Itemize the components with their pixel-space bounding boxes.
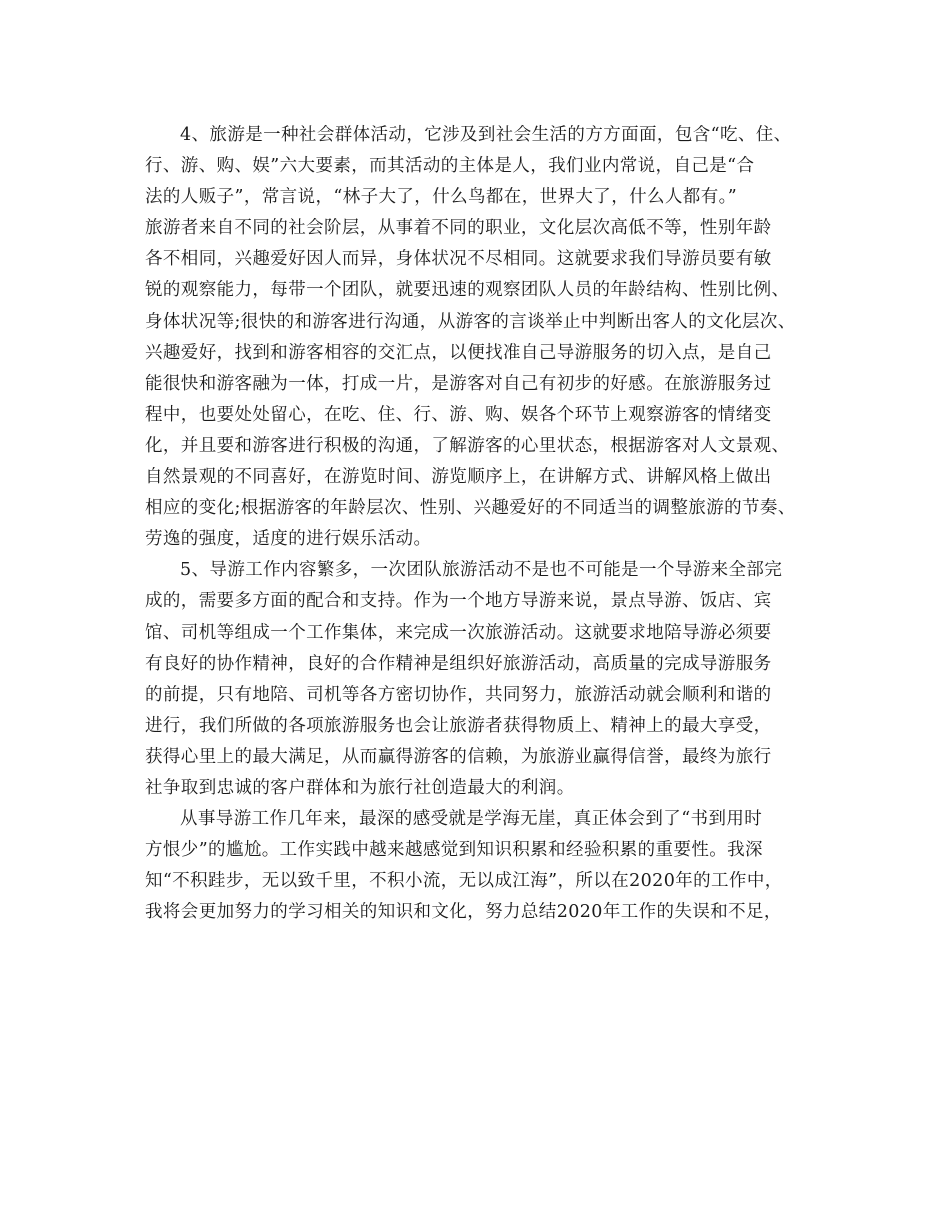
paragraph-4-line-1: 4、旅游是一种社会群体活动，它涉及到社会生活的方方面面，包含“吃、住、 (180, 125, 792, 145)
paragraph-4-line-14: 劳逸的强度，适度的进行娱乐活动。 (145, 529, 432, 550)
paragraph-4-line-13: 相应的变化;根据游客的年龄层次、性别、兴趣爱好的不同适当的调整旅游的节奏、 (145, 498, 796, 519)
paragraph-4-line-12: 自然景观的不同喜好，在游览时间、游览顺序上，在讲解方式、讲解风格上做出 (145, 467, 772, 488)
paragraph-6-line-4: 我将会更加努力的学习相关的知识和文化，努力总结2020年工作的失误和不足， (145, 902, 782, 923)
paragraph-6-line-3: 知“不积跬步，无以致千里，不积小流，无以成江海”，所以在2020年的工作中， (145, 871, 783, 892)
paragraph-4-line-3: 法的人贩子”，常言说，“林子大了，什么鸟都在，世界大了，什么人都有。” (145, 187, 738, 208)
paragraph-6-line-1: 从事导游工作几年来，最深的感受就是学海无崖，真正体会到了“书到用时 (180, 809, 763, 830)
paragraph-6-line-2: 方恨少”的尴尬。工作实践中越来越感觉到知识积累和经验积累的重要性。我深 (145, 840, 763, 861)
paragraph-5-line-2: 成的，需要多方面的配合和支持。作为一个地方导游来说，景点导游、饭店、宾 (145, 591, 772, 612)
paragraph-4-line-11: 化，并且要和游客进行积极的沟通，了解游客的心里状态，根据游客对人文景观、 (145, 435, 790, 456)
paragraph-5-line-4: 有良好的协作精神，良好的合作精神是组织好旅游活动，高质量的完成导游服务 (145, 653, 772, 674)
paragraph-4-line-6: 锐的观察能力，每带一个团队，就要迅速的观察团队人员的年龄结构、性别比例、 (145, 280, 790, 301)
paragraph-5-line-8: 社争取到忠诚的客户群体和为旅行社创造最大的利润。 (145, 777, 575, 798)
paragraph-4-line-10: 程中，也要处处留心，在吃、住、行、游、购、娱各个环节上观察游客的情绪变 (145, 404, 772, 425)
paragraph-5-line-1: 5、导游工作内容繁多，一次团队旅游活动不是也不可能是一个导游来全部完 (180, 560, 783, 581)
paragraph-5-line-7: 获得心里上的最大满足，从而赢得游客的信赖，为旅游业赢得信誉，最终为旅行 (145, 746, 772, 767)
paragraph-4-line-2: 行、游、购、娱”六大要素，而其活动的主体是人，我们业内常说，自己是“合 (145, 156, 755, 177)
paragraph-5-line-3: 馆、司机等组成一个工作集体，来完成一次旅游活动。这就要求地陪导游必须要 (145, 622, 772, 643)
paragraph-5-line-6: 进行，我们所做的各项旅游服务也会让旅游者获得物质上、精神上的最大享受， (145, 715, 772, 736)
paragraph-5-line-5: 的前提，只有地陪、司机等各方密切协作，共同努力，旅游活动就会顺利和谐的 (145, 684, 772, 705)
paragraph-4-line-9: 能很快和游客融为一体，打成一片，是游客对自己有初步的好感。在旅游服务过 (145, 373, 772, 394)
document-body (145, 120, 825, 928)
paragraph-4-line-7: 身体状况等;很快的和游客进行沟通，从游客的言谈举止中判断出客人的文化层次、 (145, 311, 796, 332)
paragraph-4-line-4: 旅游者来自不同的社会阶层，从事着不同的职业，文化层次高低不等，性别年龄 (145, 218, 772, 239)
paragraph-4-line-8: 兴趣爱好，找到和游客相容的交汇点，以便找准自己导游服务的切入点，是自己 (145, 342, 772, 363)
paragraph-4-line-5: 各不相同，兴趣爱好因人而异，身体状况不尽相同。这就要求我们导游员要有敏 (145, 249, 772, 270)
